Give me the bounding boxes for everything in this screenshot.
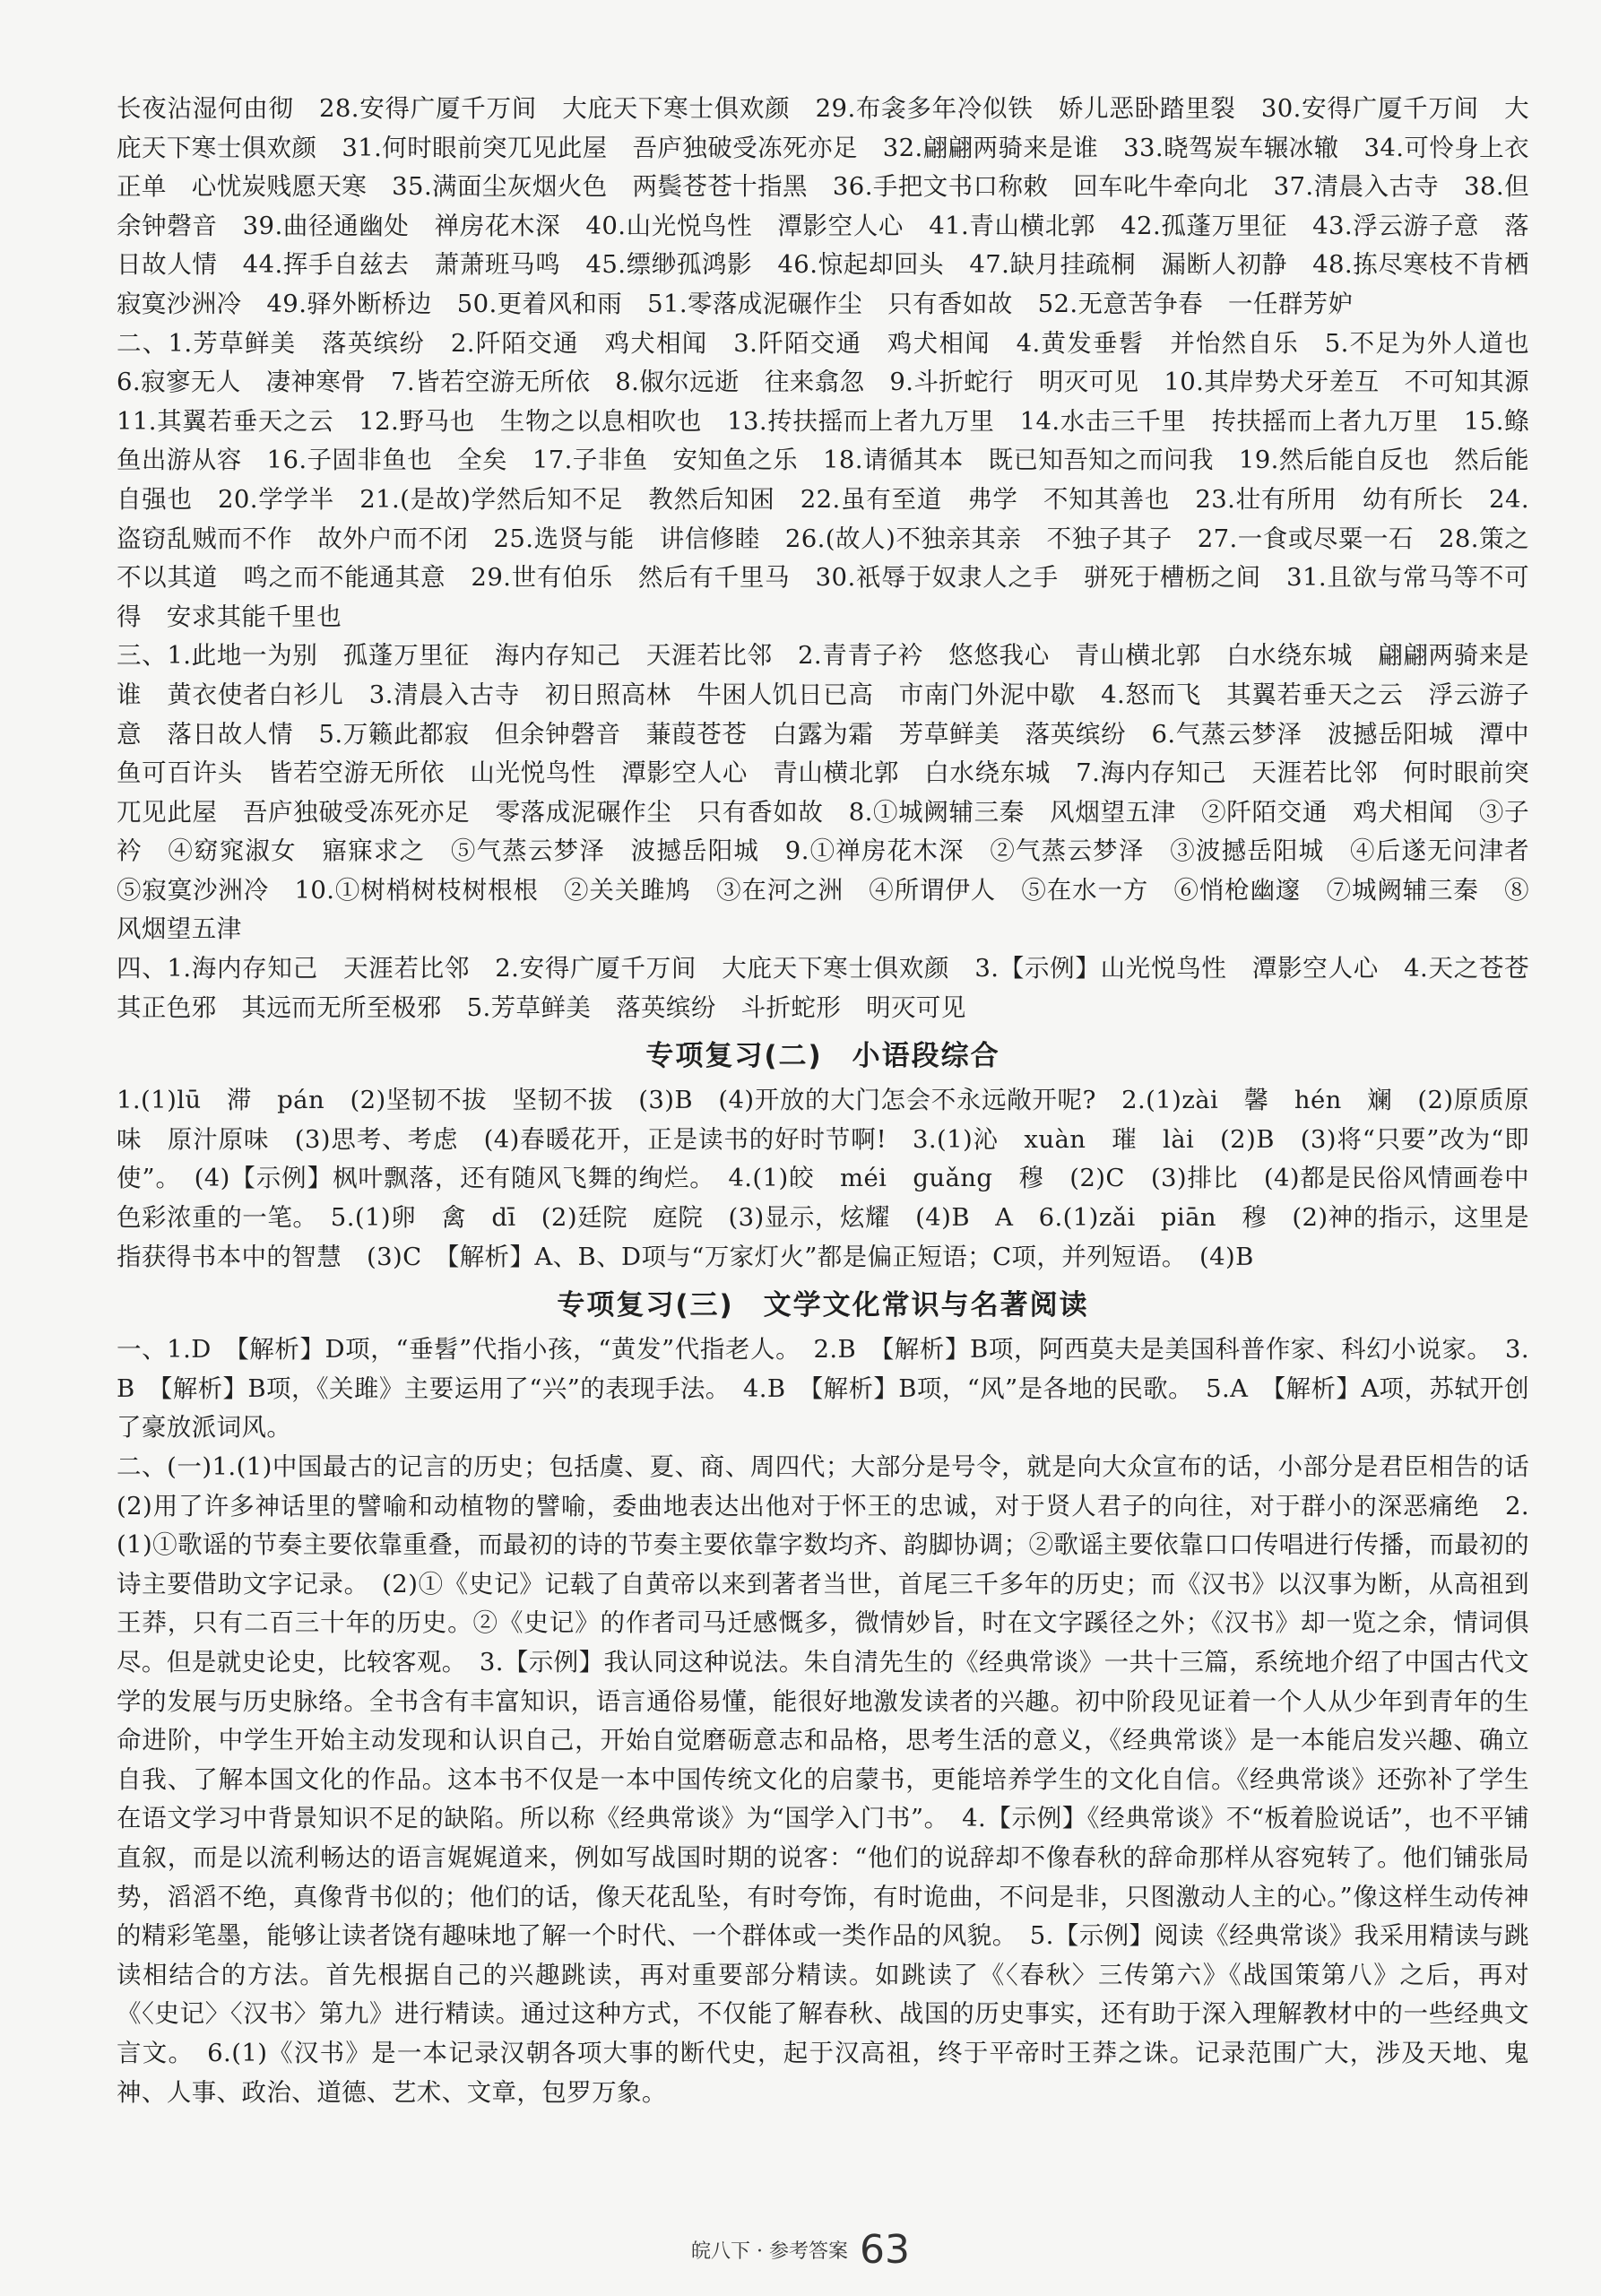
classics-reading-answers-part2: 二、(一)1.(1)中国最古的记言的历史；包括虞、夏、商、周四代；大部分是号令，就是向大众宣布的话，小部分是君臣相告的话 (2)用了许多神话里的譬喻和动植物的譬喻，委曲地表达出他对于怀王的忠诚，对于贤人君子的向往，对于群小的深恶痛绝 2.(1)①歌谣的节奏主要依靠重叠，而最初的诗的节奏主要依靠字数均齐、韵脚协调；②歌谣主要依靠口口传唱进行传播，而最初的诗主要借助文字记录。 (2)①《史记》记载了自黄帝以来到著者当世，首尾三千多年的历史；而《汉书》以汉事为断，从高祖到王莽，只有二百三十年的历史。②《史记》的作者司马迁感慨多，微情妙旨，时在文字蹊径之外；《汉书》却一览之余，情词俱尽。但是就史论史，比较客观。 3.【示例】我认同这种说法。朱自清先生的《经典常谈》一共十三篇，系统地介绍了中国古代文学的发展与历史脉络。全书含有丰富知识，语言通俗易懂，能很好地激发读者的兴趣。初中阶段见证着一个人从少年到青年的生命进阶，中学生开始主动发现和认识自己，开始自觉磨砺意志和品格，思考生活的意义，《经典常谈》是一本能启发兴趣、确立自我、了解本国文化的作品。这本书不仅是一本中国传统文化的启蒙书，更能培养学生的文化自信。《经典常谈》还弥补了学生在语文学习中背景知识不足的缺陷。所以称《经典常谈》为“国学入门书”。 4.【示例】《经典常谈》不“板着脸说话”，也不平铺直叙，而是以流利畅达的语言娓娓道来，例如写战国时期的说客：“他们的说辞却不像春秋的辞命那样从容宛转了。他们铺张局势，滔滔不绝，真像背书似的；他们的话，像天花乱坠，有时夸饰，有时诡曲，不问是非，只图激动人主的心。”像这样生动传神的精彩笔墨，能够让读者饶有趣味地了解一个时代、一个群体或一类作品的风貌。 5.【示例】阅读《经典常谈》我采用精读与跳读相结合的方法。首先根据自己的兴趣跳读，再对重要部分精读。如跳读了《〈春秋〉三传第六》《战国策第八》之后，再对《〈史记〉〈汉书〉第九》进行精读。通过这种方式，不仅能了解春秋、战国的历史事实，还有助于深入理解教材中的一些经典文言文。 6.(1)《汉书》是一本记录汉朝各项大事的断代史，起于汉高祖，终于平帝时王莽之诛。记录范围广大，涉及天地、鬼神、人事、政治、道德、艺术、文章，包罗万象。: [117, 1452, 1554, 2107]
poetry-answers-part3: 三、1.此地一为别 孤蓬万里征 海内存知己 天涯若比邻 2.青青子衿 悠悠我心 青山横北郭 白水绕东城 翩翩两骑来是谁 黄衣使者白衫儿 3.清晨入古寺 初日照高林 牛困人饥日已高 市南门外泥中歇 4.怒而飞 其翼若垂天之云 浮云游子意 落日故人情 5.万籁此都寂 但余钟磬音 蒹葭苍苍 白露为霜 芳草鲜美 落英缤纷 6.气蒸云梦泽 波撼岳阳城 潭中鱼可百许头 皆若空游无所依 山光悦鸟性 潭影空人心 青山横北郭 白水绕东城 7.海内存知己 天涯若比邻 何时眼前突兀见此屋 吾庐独破受冻死亦足 零落成泥碾作尘 只有香如故 8.①城阙辅三秦 风烟望五津 ②阡陌交通 鸡犬相闻 ③子衿 ④窈窕淑女 寤寐求之 ⑤气蒸云梦泽 波撼岳阳城 9.①禅房花木深 ②气蒸云梦泽 ③波撼岳阳城 ④后遂无问津者 ⑤寂寞沙洲冷 10.①树梢树枝树根根 ②关关雎鸠 ③在河之洲 ④所谓伊人 ⑤在水一方 ⑥悄枪幽邃 ⑦城阙辅三秦 ⑧风烟望五津: [117, 641, 1554, 944]
short-passage-answers: 1.(1)lū 滞 pán (2)坚韧不拔 坚韧不拔 (3)B (4)开放的大门怎会不永远敞开呢? 2.(1)zài 馨 hén 斓 (2)原质原味 原汁原味 (3)思考、考虑 (4)春暖花开，正是读书的好时节啊! 3.(1)沁 xuàn 璀 lài (2)B (3)将“只要”改为“即使”。 (4)【示例】枫叶飘落，还有随风飞舞的绚烂。 4.(1)皎 méi guǎng 穆 (2)C (3)排比 (4)都是民俗风情画卷中色彩浓重的一笔。 5.(1)卵 禽 dī (2)廷院 庭院 (3)显示，炫耀 (4)B A 6.(1)zǎi piān 穆 (2)神的指示，这里是指获得书本中的智慧 (3)C 【解析】A、B、D项与“万家灯火”都是偏正短语；C项，并列短语。 (4)B: [117, 1086, 1529, 1271]
poetry-answers-part4: 四、1.海内存知己 天涯若比邻 2.安得广厦千万间 大庇天下寒士俱欢颜 3.【示例】山光悦鸟性 潭影空人心 4.天之苍苍 其正色邪 其远而无所至极邪 5.芳草鲜美 落英缤纷 斗折蛇形 明灭可见: [117, 954, 1554, 1022]
page-number: 63: [859, 2227, 910, 2273]
section-heading-review-2: 专项复习(二) 小语段综合: [645, 1040, 1000, 1073]
page-footer: [0, 2227, 1601, 2273]
footer-label: 皖八下 · 参考答案: [691, 2240, 848, 2263]
classical-chinese-answers-part2: 二、1.芳草鲜美 落英缤纷 2.阡陌交通 鸡犬相闻 3.阡陌交通 鸡犬相闻 4.黄发垂髫 并怡然自乐 5.不足为外人道也 6.寂寥无人 凄神寒骨 7.皆若空游无所依 8.俶尔远逝 往来翕忽 9.斗折蛇行 明灭可见 10.其岸势犬牙差互 不可知其源 11.其翼若垂天之云 12.野马也 生物之以息相吹也 13.抟扶摇而上者九万里 14.水击三千里 抟扶摇而上者九万里 15.鲦鱼出游从容 16.子固非鱼也 全矣 17.子非鱼 安知鱼之乐 18.请循其本 既已知吾知之而问我 19.然后能自反也 然后能自强也 20.学学半 21.(是故)学然后知不足 教然后知困 22.虽有至道 弗学 不知其善也 23.壮有所用 幼有所长 24.盗窃乱贼而不作 故外户而不闭 25.选贤与能 讲信修睦 26.(故人)不独亲其亲 不独子其子 27.一食或尽粟一石 28.策之不以其道 鸣之而不能通其意 29.世有伯乐 然后有千里马 30.祇辱于奴隶人之手 骈死于槽枥之间 31.且欲与常马等不可得 安求其能千里也: [117, 328, 1554, 631]
literary-knowledge-answers-part1: 一、1.D 【解析】D项，“垂髫”代指小孩，“黄发”代指老人。 2.B 【解析】B项，阿西莫夫是美国科普作家、科幻小说家。 3.B 【解析】B项，《关雎》主要运用了“兴”的表现手法。 4.B 【解析】B项，“风”是各地的民歌。 5.A 【解析】A项，苏轼开创了豪放派词风。: [117, 1335, 1529, 1443]
section-heading-review-3: 专项复习(三) 文学文化常识与名著阅读: [557, 1289, 1089, 1322]
poetry-answers-part1-continued: 长夜沾湿何由彻 28.安得广厦千万间 大庇天下寒士俱欢颜 29.布衾多年冷似铁 娇儿恶卧踏里裂 30.安得广厦千万间 大庇天下寒士俱欢颜 31.何时眼前突兀见此屋 吾庐独破受冻死亦足 32.翩翩两骑来是谁 33.晓驾炭车辗冰辙 34.可怜身上衣正单 心忧炭贱愿天寒 35.满面尘灰烟火色 两鬓苍苍十指黑 36.手把文书口称敕 回车叱牛牵向北 37.清晨入古寺 38.但余钟磬音 39.曲径通幽处 禅房花木深 40.山光悦鸟性 潭影空人心 41.青山横北郭 42.孤蓬万里征 43.浮云游子意 落日故人情 44.挥手自兹去 萧萧班马鸣 45.缥缈孤鸿影 46.惊起却回头 47.缺月挂疏桐 漏断人初静 48.拣尽寒枝不肯栖 寂寞沙洲冷 49.驿外断桥边 50.更着风和雨 51.零落成泥碾作尘 只有香如故 52.无意苦争春 一任群芳妒: [117, 94, 1554, 318]
